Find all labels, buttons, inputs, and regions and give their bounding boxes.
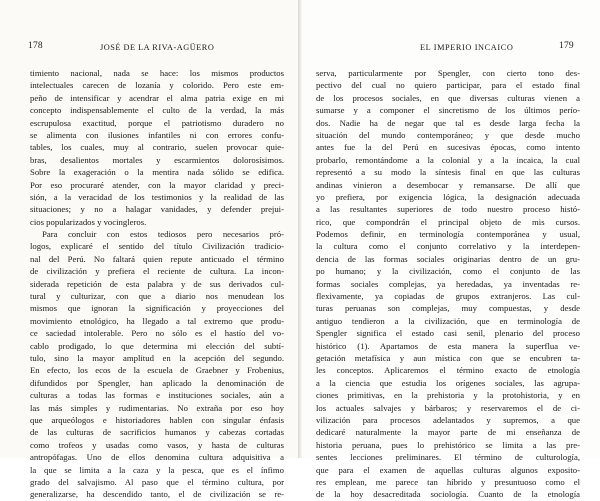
text-line: concepto indispensablemente el culto de la verdad, la más [30, 105, 284, 116]
text-line: antes fue la del Perú en sucesivas épocas, como intento [316, 142, 580, 153]
text-line: dedicaré naturalmente la mayor parte de mi enseñanza de [316, 427, 580, 438]
text-line: probarlo, remontándome a la colonial y a la incaica, la cual [316, 154, 580, 165]
right-page [302, 0, 600, 500]
text-line: turas peruanas son complejas, muy compuestas, y desde [316, 303, 580, 314]
text-line: situación del mundo contemporáneo; y que desde mucho [316, 129, 580, 140]
text-line: nal del Perú. No faltará quien repute anticuado el término [30, 253, 284, 264]
text-line: cablo prodigado, lo que determina mi elección del subtí- [30, 340, 284, 351]
text-line: que arqueólogos e historiadores hablen con singular énfasis [30, 414, 284, 425]
text-line: antropófagas. Uno de ellos denomina cultura adquisitiva a [30, 452, 284, 463]
text-line: dencia de las formas sociales originarias dentro de un gru- [316, 253, 580, 264]
text-line: de las culturas de sacrificios humanos y cabezas cortadas [30, 427, 284, 438]
text-line: serva, particularmente por Spengler, con cierto tono des- [316, 68, 580, 78]
text-line: Podemos definir, en terminología contemporánea y usual, [316, 229, 580, 240]
text-line: grado del salvajismo. Al paso que el término cultura, por [30, 476, 284, 487]
text-line: que para el examen de aquellas culturas algunos exposito- [316, 464, 580, 475]
text-line: generalizarse, ha descendido tanto, el de civilización se re- [30, 489, 284, 500]
text-line: En efecto, los ecos de la escuela de Graebner y Frobenius, [30, 365, 284, 376]
text-line: ciones primitivas, en la prehistoria y la protohistoria, y en [316, 390, 580, 401]
text-line: escrupulosa exactitud, porque el patriotismo duradero no [30, 117, 284, 128]
text-line: peño de intensificar y acendrar el alma patria exige en mi [30, 92, 284, 103]
text-line: los actuales salvajes y bárbaros; y reservaremos el de ci- [316, 402, 580, 413]
text-line: ce saciedad intolerable. Pero no sólo es el hastío del vo- [30, 328, 284, 339]
text-line: res emplean, me parece tan híbrido y presuntuoso como el [316, 476, 580, 487]
text-line: yo prefiera, por exigencia lógica, la designación adecuada [316, 191, 580, 202]
text-line: sumarse y a componer el sincretismo de los últimos perío- [316, 105, 580, 116]
left-page [0, 0, 298, 500]
text-line: tural y culturizar, con que a diario nos menudean los [30, 291, 284, 302]
text-line: de civilización y prefiera el reciente de cultura. La incon- [30, 266, 284, 277]
text-line: vilización para procesos adelantados y supremos, a que [316, 414, 580, 425]
text-line: Para concluir con estos tediosos pero necesarios pró- [42, 229, 284, 240]
text-line: mismos que ignoran la significación y proyecciones del [30, 303, 284, 314]
text-line: flexivamente, ya copiadas de grupos extranjeros. Las cul- [316, 291, 580, 302]
text-line: situaciones; y no a halagar vanidades, y defender prejui- [30, 204, 284, 215]
text-line: culturas a todas las formas e instituciones sociales, aún a [30, 390, 284, 401]
text-line: a la ciencia que estudia los orígenes sociales, las agrupa- [316, 377, 580, 388]
text-line: Por eso procuraré atender, con la mayor claridad y preci- [30, 179, 284, 190]
right-running-head: EL IMPERIO INCAICO [420, 43, 514, 52]
text-line: historia peruana, pues lo prehistórico se limita a las pre- [316, 439, 580, 450]
text-line: getación metafísica y aun mística con que se encubren ta- [316, 352, 580, 363]
left-running-head: JOSÉ DE LA RIVA-AGÜERO [100, 43, 215, 52]
text-line: bras, desalientos mortales y escarmientos dolorosísimos. [30, 154, 284, 165]
text-line: rico, que compondrán el principal objeto de mis cursos. [316, 216, 580, 227]
text-line: histórico (1). Apartamos de esta manera la superflua ve- [316, 340, 580, 351]
text-line: las más simples y rudimentarias. No extraña por eso hoy [30, 402, 284, 413]
text-line: difundidos por Spengler, han aplicado la denominación de [30, 377, 284, 388]
right-body-text [316, 67, 580, 501]
text-line: a las resultantes superiores de todo nuestro proceso histó- [316, 204, 580, 215]
text-line: timiento nacional, nada se hace: los mismos productos [30, 68, 284, 78]
text-line: la cultura como el conjunto correlativo y la interdepen- [316, 241, 580, 252]
text-line: antiguo tendieron a la civilización, que en terminología de [316, 315, 580, 326]
text-line: siderada repetición de esta palabra y de sus derivados cul- [30, 278, 284, 289]
text-line: pectivo del cual no quiero participar, para el estado final [316, 80, 580, 91]
text-line: po humano; y la civilización, como el conjunto de las [316, 266, 580, 277]
text-line: tables, los cuales, muy al contrario, suelen provocar quie- [30, 142, 284, 153]
text-line: intelectuales carecen de lozanía y colorido. Pero este em- [30, 80, 284, 91]
text-line: logos, explicaré el sentido del título Civilización tradicio- [30, 241, 284, 252]
text-line: sentes lecciones preliminares. El término de culturología, [316, 452, 580, 463]
text-line: les conceptos. Aplicaremos el término exacto de etnología [316, 365, 580, 376]
text-line: tulo, sino la mayor amplitud en la acepción del segundo. [30, 352, 284, 363]
text-line: se alimenta con ilusiones infantiles ni con errores confu- [30, 129, 284, 140]
text-line: movimiento etnológico, ha llegado a tal extremo que produ- [30, 315, 284, 326]
text-line: dos. Nadie ha de negar que tal es desde larga fecha la [316, 117, 580, 128]
text-line: como trofeos y usadas como vasos, y hasta de culturas [30, 439, 284, 450]
text-line: sión, a la veracidad de los testimonios y la realidad de las [30, 191, 284, 202]
left-page-number: 178 [28, 41, 43, 51]
text-line: de la hoy desacreditada sociología. Cuanto de la etnología [316, 489, 580, 500]
text-line: Spengler significa el estado casi senil, plenario del proceso [316, 328, 580, 339]
text-line: andinas vinieron a desembocar y remansarse. De allí que [316, 179, 580, 190]
text-line: representó a su modo la síntesis final en que las culturas [316, 167, 580, 178]
right-page-number: 179 [559, 41, 574, 51]
text-line: cios popularizados y vocingleros. [30, 216, 147, 227]
left-body-text [30, 67, 284, 501]
text-line: Sobre la exageración o la mentira nada sólido se edifica. [30, 167, 284, 178]
text-line: de los procesos sociales, en que diversas culturas vienen a [316, 92, 580, 103]
text-line: la que se limita a la caza y la pesca, que es el ínfimo [30, 464, 284, 475]
text-line: formas sociales complejas, ya heredadas, ya inventadas re- [316, 278, 580, 289]
